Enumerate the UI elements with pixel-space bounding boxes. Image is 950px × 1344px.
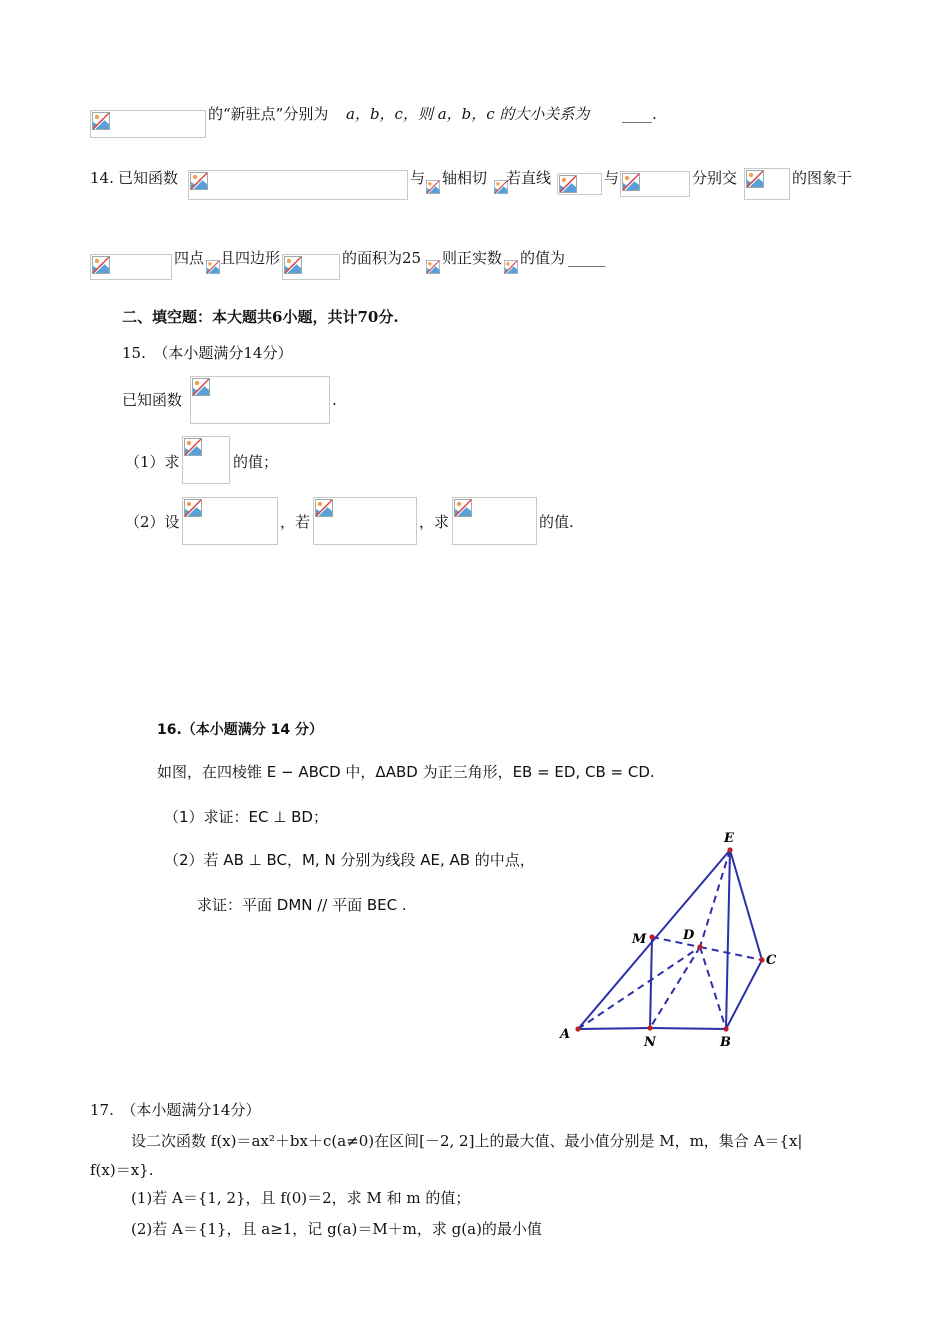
q15-stem: 已知函数 [122, 391, 183, 409]
hidden-edge-AD [578, 947, 700, 1029]
broken-image-icon [92, 112, 110, 130]
q14-text: 分别交 [692, 169, 738, 187]
hidden-edge-DN [650, 947, 700, 1028]
edge-MN [650, 937, 652, 1028]
hidden-edge-ED [700, 850, 730, 947]
q17-stem: f(x)＝x}. [90, 1161, 154, 1179]
formula-image [557, 173, 602, 195]
formula-image [90, 254, 172, 280]
q17-sub2: (2)若 A＝{1}，且 a≥1，记 g(a)＝M＋m，求 g(a)的最小值 [131, 1220, 542, 1238]
label-C: C [766, 953, 777, 968]
edge-NB [650, 1028, 726, 1029]
q16-sub2b: 求证：平面 DMN // 平面 BEC . [197, 896, 407, 914]
formula-image [188, 170, 408, 200]
hidden-edge-DB [700, 947, 726, 1029]
formula-image [90, 110, 206, 138]
broken-image-icon [284, 256, 302, 274]
point-E [727, 847, 732, 852]
edge-AN [578, 1028, 650, 1029]
q14-text: 已知函数 [118, 169, 179, 187]
q15-sub2: （2）设 [125, 513, 180, 531]
point-C [759, 957, 764, 962]
formula-image [190, 376, 330, 424]
formula-image [620, 171, 690, 197]
broken-image-icon [206, 260, 220, 274]
question-header: 16.（本小题满分 14 分） [157, 722, 324, 738]
label-N: N [644, 1035, 656, 1050]
question-header: 17. （本小题满分14分） [90, 1101, 261, 1119]
q15-sub1: 的值； [233, 453, 279, 471]
q17-sub1: (1)若 A＝{1, 2}，且 f(0)＝2，求 M 和 m 的值； [131, 1189, 471, 1207]
q14-text: 且四边形 [220, 249, 281, 267]
broken-image-icon [315, 499, 333, 517]
section-heading: 二、填空题：本大题共6小题，共计70分. [122, 308, 399, 326]
q15-stem-end: . [332, 391, 337, 409]
point-N [647, 1025, 652, 1030]
q14-blank: _____ [568, 249, 606, 267]
q14-text: 的面积为25 [342, 249, 422, 267]
q14-text: 与 [410, 169, 426, 187]
q14-text: 轴相切 [442, 169, 488, 187]
q17-stem: 设二次函数 f(x)＝ax²＋bx＋c(a≠0)在区间[－2, 2]上的最大值、最小值分别是 M，m，集合 A＝{x| [131, 1132, 803, 1150]
broken-image-icon [184, 499, 202, 517]
broken-image-icon [622, 173, 640, 191]
point-A [575, 1026, 580, 1031]
q13-vars: a，b，c，则 a，b，c 的大小关系为 [346, 105, 590, 123]
formula-image [182, 436, 230, 484]
broken-image-icon [454, 499, 472, 517]
broken-image-icon [746, 170, 764, 188]
q14-text: 若直线 [506, 169, 552, 187]
q15-sub2: 的值. [539, 513, 574, 531]
label-E: E [724, 831, 734, 846]
broken-image-icon [426, 260, 440, 274]
edge-EB [726, 850, 730, 1029]
formula-image [744, 168, 790, 200]
broken-image-icon [559, 175, 577, 193]
question-header: 15. （本小题满分14分） [122, 344, 293, 362]
formula-image [282, 254, 340, 280]
formula-image [452, 497, 537, 545]
point-D [697, 944, 702, 949]
q13-blank: ____. [622, 105, 657, 123]
point-M [649, 934, 654, 939]
q14-text: 四点 [174, 249, 205, 267]
q14-text: 的图象于 [792, 169, 853, 187]
q15-sub1: （1）求 [125, 453, 180, 471]
q14-text: 的值为 [520, 249, 566, 267]
hidden-edge-DC [700, 947, 762, 960]
edge-CB [726, 960, 762, 1029]
broken-image-icon [92, 256, 110, 274]
q15-sub2: ，若 [280, 513, 311, 531]
point-B [723, 1026, 728, 1031]
label-D: D [683, 928, 695, 943]
label-B: B [720, 1035, 731, 1050]
broken-image-icon [184, 438, 202, 456]
q14-text: 则正实数 [442, 249, 503, 267]
q16-sub2: （2）若 AB ⊥ BC，M, N 分别为线段 AE, AB 的中点， [164, 851, 535, 869]
formula-image [182, 497, 278, 545]
q16-stem: 如图，在四棱锥 E − ABCD 中，ΔABD 为正三角形，EB = ED, CB = CD. [157, 763, 655, 781]
broken-image-icon [426, 180, 440, 194]
q13-text: 的“新驻点”分别为 [208, 105, 329, 123]
edge-EA [578, 850, 730, 1029]
edge-EC [730, 850, 762, 960]
broken-image-icon [190, 172, 208, 190]
q15-sub2: ，求 [419, 513, 450, 531]
label-A: A [560, 1027, 571, 1042]
question-number: 14. [90, 169, 114, 187]
pyramid-figure [540, 820, 800, 1060]
broken-image-icon [504, 260, 518, 274]
broken-image-icon [192, 378, 210, 396]
label-M: M [632, 932, 647, 947]
formula-image [313, 497, 417, 545]
q14-text: 与 [604, 169, 620, 187]
q16-sub1: （1）求证：EC ⊥ BD； [164, 808, 328, 826]
